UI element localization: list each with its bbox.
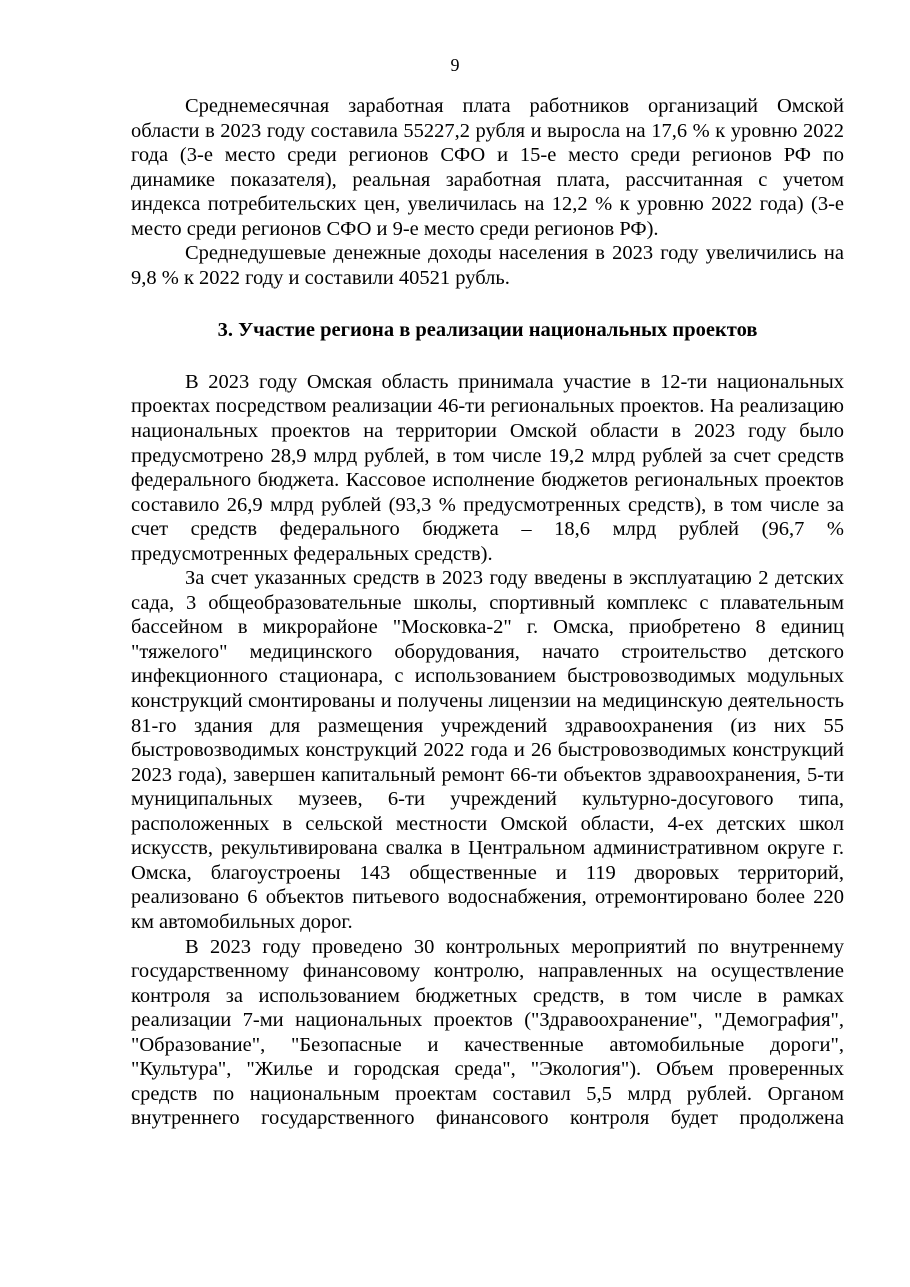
document-body [131, 94, 844, 1131]
page-number: 9 [450, 55, 460, 75]
section-heading: 3. Участие региона в реализации национальных проектов [217, 319, 758, 342]
paragraph-financial-control: В 2023 году проведено 30 контрольных мероприятий по внутреннему государственному финансовому контролю, направленных на осуществление контроля за использованием бюджетных средств, в том числе в рамках реализации 7-ми национальных проектов ("Здравоохранение", "Демография", "Образование", "Безопасные и качественные автомобильные дороги", "Культура", "Жилье и городская среда", "Экология"). Объем проверенных средств по национальным проектам составил 5,5 млрд рублей. Органом внутреннего государственного финансового контроля будет продолжена [131, 935, 844, 1130]
paragraph-average-salary: Среднемесячная заработная плата работников организаций Омской области в 2023 году составила 55227,2 рубля и выросла на 17,6 % к уровню 2022 года (3-е место среди регионов СФО и 15-е место среди регионов РФ по динамике показателя), реальная заработная плата, рассчитанная с учетом индекса потребительских цен, увеличилась на 12,2 % к уровню 2022 года) (3-е место среди регионов СФО и 9-е место среди регионов РФ). [131, 95, 844, 240]
paragraph-national-projects-participation: В 2023 году Омская область принимала участие в 12-ти национальных проектах посредством реализации 46-ти региональных проектов. На реализацию национальных проектов на территории Омской области в 2023 году было предусмотрено 28,9 млрд рублей, в том числе 19,2 млрд рублей за счет средств федерального бюджета. Кассовое исполнение бюджетов региональных проектов составило 26,9 млрд рублей (93,3 % предусмотренных средств), в том числе за счет средств федерального бюджета – 18,6 млрд рублей (96,7 % предусмотренных федеральных средств). [131, 370, 844, 565]
paragraph-per-capita-income: Среднедушевые денежные доходы населения в 2023 году увеличились на 9,8 % к 2022 году и составили 40521 рубль. [131, 242, 844, 289]
paragraph-commissioned-facilities: За счет указанных средств в 2023 году введены в эксплуатацию 2 детских сада, 3 общеобразовательные школы, спортивный комплекс с плавательным бассейном в микрорайоне "Московка-2" г. Омска, приобретено 8 единиц "тяжелого" медицинского оборудования, начато строительство детского инфекционного стационара, с использованием быстровозводимых модульных конструкций смонтированы и получены лицензии на медицинскую деятельность 81-го здания для размещения учреждений здравоохранения (из них 55 быстровозводимых конструкций 2022 года и 26 быстровозводимых конструкций 2023 года), завершен капитальный ремонт 66-ти объектов здравоохранения, 5-ти муниципальных музеев, 6-ти учреждений культурно-досугового типа, расположенных в сельской местности Омской области, 4-ех детских школ искусств, рекультивирована свалка в Центральном административном округе г. Омска, благоустроены 143 общественные и 119 дворовых территорий, реализовано 6 объектов питьевого водоснабжения, отремонтировано более 220 км автомобильных дорог. [131, 567, 844, 933]
